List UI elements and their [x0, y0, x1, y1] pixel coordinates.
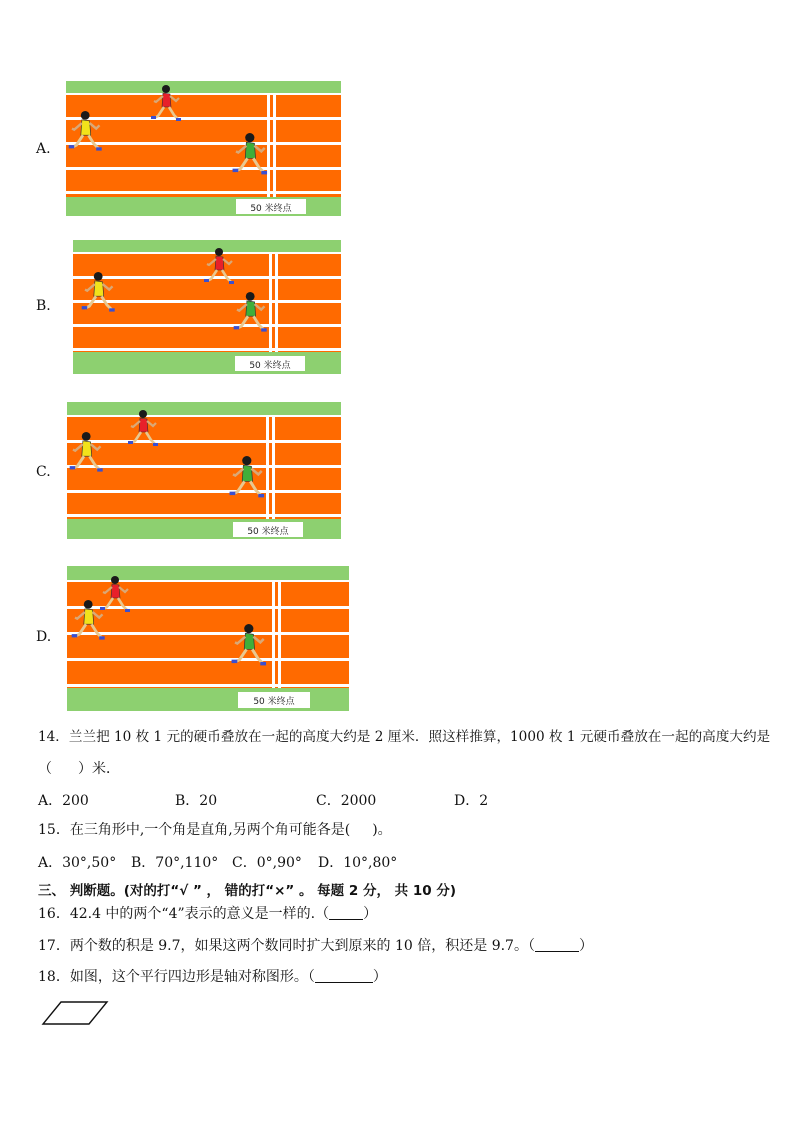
finish-label-c: 50 米终点: [247, 527, 289, 537]
question-15-choices: [38, 852, 397, 872]
question-14-close: ）米．: [78, 761, 120, 777]
question-17-answer-blank[interactable]: [535, 937, 579, 952]
question-15-text: 15．在三角形中,一个角是直角,另两个角可能各是(: [38, 822, 351, 838]
question-14-open: （: [38, 761, 52, 777]
question-17-text: 17．两个数的积是 9.7，如果这两个数同时扩大到原来的 10 倍，积还是 9.7。（: [38, 938, 535, 954]
choice-14-c[interactable]: C．2000: [316, 793, 377, 809]
track-image-d: [67, 566, 349, 711]
section-3-title: 三、 判断题。(对的打“√ ” ， 错的打“×” 。 每题 2 分， 共 10 分): [38, 883, 457, 899]
question-15-close: )。: [372, 822, 392, 838]
question-15-line: [38, 821, 392, 839]
question-16-close: ）: [363, 906, 378, 922]
option-letter-b: B.: [36, 298, 51, 314]
choice-15-b[interactable]: B．70°,110°: [131, 855, 219, 871]
question-16-answer-blank[interactable]: [329, 905, 363, 920]
track-image-b: [73, 240, 341, 374]
option-letter-c: C.: [36, 464, 51, 480]
question-18-line: [38, 968, 387, 986]
question-16-text: 16．42.4 中的两个“4”表示的意义是一样的.（: [38, 906, 330, 922]
question-16-line: [38, 905, 377, 923]
finish-label-d: 50 米终点: [253, 697, 295, 707]
question-17-close: ）: [578, 938, 593, 954]
question-14-text: 14．兰兰把 10 枚 1 元的硬币叠放在一起的高度大约是 2 厘米．照这样推算，1000 枚 1 元硬币叠放在一起的高度大约是: [38, 729, 771, 745]
choice-15-a[interactable]: A．30°,50°: [38, 855, 117, 871]
question-17-line: [38, 937, 593, 955]
question-14-choices: [38, 790, 488, 810]
option-letter-d: D.: [36, 629, 52, 645]
choice-14-a[interactable]: A．200: [38, 793, 89, 809]
question-18-close: ）: [372, 969, 387, 985]
choice-14-d[interactable]: D．2: [454, 793, 489, 809]
option-letter-a: A.: [36, 141, 51, 157]
question-14-line2: [38, 760, 120, 778]
choice-15-c[interactable]: C．0°,90°: [232, 855, 302, 871]
choice-14-b[interactable]: B．20: [175, 793, 218, 809]
track-image-c: [67, 402, 341, 539]
choice-15-d[interactable]: D．10°,80°: [318, 855, 398, 871]
question-18-answer-blank[interactable]: [315, 968, 373, 983]
finish-label-a: 50 米终点: [250, 204, 292, 214]
question-18-text: 18．如图，这个平行四边形是轴对称图形。（: [38, 969, 315, 985]
parallelogram-figure: [41, 1000, 111, 1028]
finish-label-b: 50 米终点: [249, 361, 291, 371]
track-image-a: [66, 81, 341, 216]
